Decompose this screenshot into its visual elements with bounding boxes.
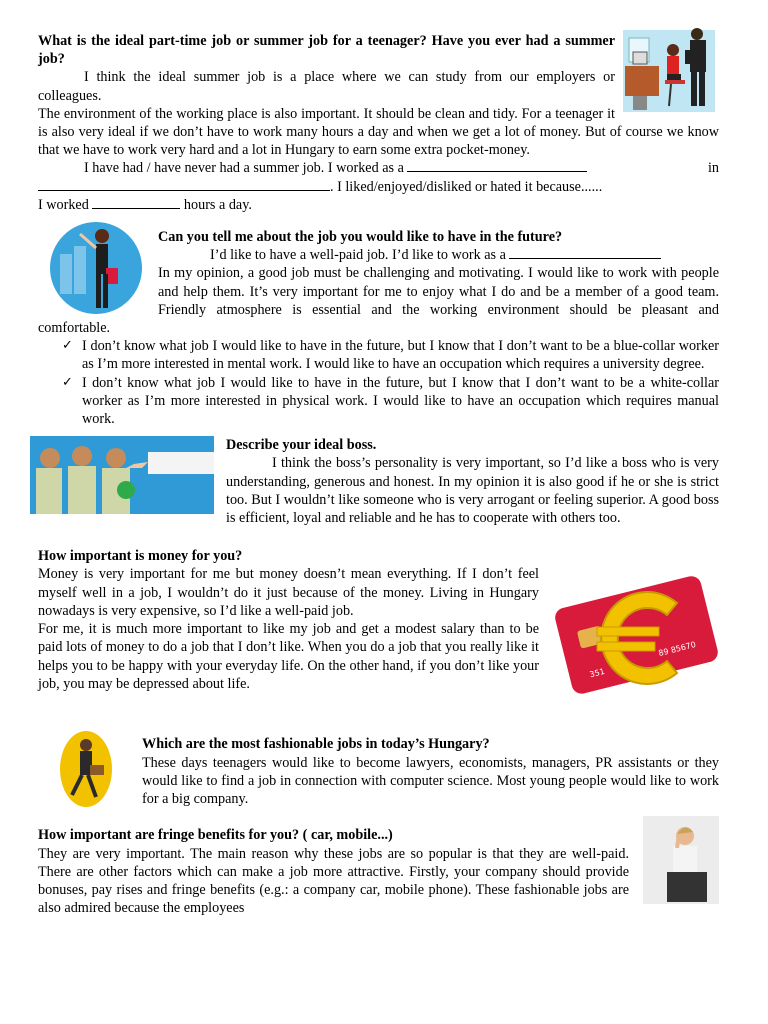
question-fringe-benefits: How important are fringe benefits for you? ( car, mobile...) xyxy=(38,827,393,844)
check-icon: ✓ xyxy=(62,338,73,354)
list-item-text: I don’t know what job I would like to have in the future, but I know that I don’t want to be a white-collar worker as I’m more interested in physical work. I would like to have an occupation which requires manual work. xyxy=(82,374,719,428)
worksheet xyxy=(38,32,719,917)
blank-line[interactable] xyxy=(407,159,587,172)
question-money: How important is money for you? xyxy=(38,548,243,565)
checklist xyxy=(38,337,719,428)
fill-in-sentence xyxy=(38,159,719,177)
euro-card-clipart xyxy=(553,569,719,697)
section-ideal-boss xyxy=(38,436,719,527)
list-item xyxy=(62,374,719,429)
list-item xyxy=(62,337,719,373)
paragraph: They are very important. The main reason why these jobs are so popular is that they are well-paid. There are other factors which can make a job more attractive. Firstly, your company should provide bonuses, pay rises and fringe benefits (e.g.: a company car, mobile phone). These fashionable jobs are also admired because the employees xyxy=(38,845,629,917)
blank-line[interactable] xyxy=(38,178,330,191)
text: I worked xyxy=(38,196,89,213)
section-future-job xyxy=(38,228,719,428)
paragraph: The environment of the working place is also important. It should be clean and tidy. For a teenager it is also very ideal if we don’t have to work many hours a day and when we get a lot of money. But of course we know that we have to work very hard and a lot in Hungary to earn some extra pocket-money. xyxy=(38,105,719,159)
paragraph: I think the boss’s personality is very important, so I’d like a boss who is very understanding, generous and honest. In my opinion it is also good if he or she is strict too. But I wouldn’t like someone who is very arrogant or feeling superior. A good boss is efficient, loyal and reliable and he has to cooperate with others too. xyxy=(226,455,719,527)
paragraph: These days teenagers would like to become lawyers, economists, managers, PR assistants or they would like to find a job in connection with computer science. Most young people would like to work for a big company. xyxy=(142,754,719,808)
fill-in-sentence xyxy=(38,178,719,196)
blank-line[interactable] xyxy=(92,196,180,209)
paragraph: I think the ideal summer job is a place where we can study from our employers or colleagues. xyxy=(38,69,615,104)
question-summer-job: What is the ideal part-time job or summer job for a teenager? Have you ever had a summer job? xyxy=(38,33,615,68)
paragraph: In my opinion, a good job must be challenging and motivating. I would like to work with people and help them. It’s very important for me to enjoy what I do and be a member of a good team. Friendly atmosphere is essential and the working environment should be pleasant and comfortable. xyxy=(38,265,719,337)
text: in xyxy=(707,160,719,177)
section-fringe-benefits xyxy=(38,826,719,917)
fill-in-sentence xyxy=(38,196,719,214)
text: I have had / have never had a summer job. I worked as a xyxy=(84,160,404,177)
running-businessman-clipart xyxy=(58,729,114,807)
blank-line[interactable] xyxy=(509,246,661,259)
text: . I liked/enjoyed/disliked or hated it because...... xyxy=(330,178,603,195)
office-clipart xyxy=(623,26,719,114)
section-fashionable-jobs xyxy=(38,735,719,808)
paragraph: Money is very important for me but money doesn’t mean everything. If I don’t feel myself well in a job, I wouldn’t do it just because of the money. Living in Hungary nowadays is very expensive, so I’d like a well-paid job. xyxy=(38,566,539,619)
section-summer-job xyxy=(38,32,719,214)
phone-woman-clipart xyxy=(643,816,719,904)
section-money xyxy=(38,547,719,693)
question-ideal-boss: Describe your ideal boss. xyxy=(226,437,377,454)
boss-pointing-clipart xyxy=(30,436,214,514)
paragraph: For me, it is much more important to like my job and get a modest salary than to be paid lots of money to do a job that I don’t like. When you do a job that you really like it helps you to be happy with your everyday life. On the other hand, if you don’t like your job, you may be depressed about life. xyxy=(38,621,539,692)
card-number-2: 89 85670 xyxy=(657,640,697,659)
question-future-job: Can you tell me about the job you would like to have in the future? xyxy=(158,229,563,246)
card-number-1: 351 xyxy=(588,667,606,680)
businesswoman-clipart xyxy=(46,220,152,316)
list-item-text: I don’t know what job I would like to have in the future, but I know that I don’t want to be a blue-collar worker as I’m more interested in mental work. I would like to have an occupation which requires a university degree. xyxy=(82,338,719,373)
check-icon: ✓ xyxy=(62,374,73,390)
question-fashionable-jobs: Which are the most fashionable jobs in today’s Hungary? xyxy=(142,736,490,753)
text: I’d like to have a well-paid job. I’d like to work as a xyxy=(210,247,506,264)
text: hours a day. xyxy=(183,196,252,213)
